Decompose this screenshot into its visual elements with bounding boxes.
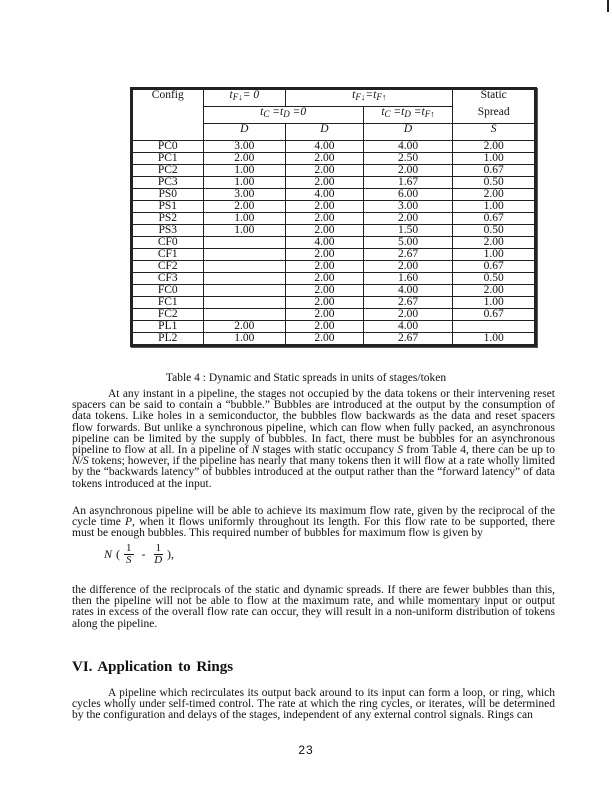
cell-c: 4.00 <box>363 141 453 153</box>
p4-text: A pipeline which recirculates its output back around to its input can form a loop, or ring, which cycles wholly under self-timed control. The rate at which the ring cycles, or iterates, will be determined by the configuration and delays of the stages, independent of any external control signals. Rings can <box>72 687 555 722</box>
cell-c: 2.50 <box>363 153 453 165</box>
cell-a: 2.00 <box>203 321 286 333</box>
table-row <box>133 297 535 309</box>
time-subscript: F↑ <box>424 109 435 119</box>
cell-s: 2.00 <box>453 141 535 153</box>
cell-c: 6.00 <box>363 189 453 201</box>
table-row <box>133 249 535 261</box>
cell-b: 4.00 <box>286 237 364 249</box>
time-symbol: t <box>352 89 356 101</box>
cell-b: 2.00 <box>286 261 364 273</box>
time-subscript: F↑ <box>376 92 387 102</box>
cell-config: CF1 <box>133 249 204 261</box>
p2-text-b: , when it flows uniformly throughout its length. For this flow rate to be supported, there must be enough bubbles. This required number of bubbles for maximum flow is given by <box>72 516 555 540</box>
time-subscript: D <box>283 109 290 119</box>
table-row <box>133 285 535 297</box>
header-tc-td-tf: $t_C =t_D =t_{F↑}$ <box>363 107 453 124</box>
cell-config: CF0 <box>133 237 204 249</box>
cell-s: 1.00 <box>453 201 535 213</box>
cell-c: 2.00 <box>363 309 453 321</box>
cell-a <box>203 237 286 249</box>
cell-c: 1.67 <box>363 177 453 189</box>
formula-frac-d <box>154 543 164 566</box>
p2-text-a: An asynchronous pipeline will be able to achieve its maximum flow rate, given by the reciprocal of the cycle time <box>72 505 555 529</box>
p2-var-p: P <box>125 516 133 529</box>
cell-config: PS2 <box>133 213 204 225</box>
p1-var-n: N <box>251 444 260 457</box>
section-heading: VI. Application to Rings <box>72 659 234 675</box>
cell-b: 2.00 <box>286 177 364 189</box>
cell-config: PL2 <box>133 333 204 345</box>
cell-b: 2.00 <box>286 249 364 261</box>
cell-s: 1.00 <box>453 333 535 345</box>
paragraph-bubbles <box>72 389 555 490</box>
time-symbol: t <box>401 106 405 118</box>
cell-c: 2.67 <box>363 333 453 345</box>
cell-config: PC2 <box>133 165 204 177</box>
header-tf-zero <box>203 90 286 107</box>
p1-text-d: tokens; however, if the pipeline has nearly that many tokens then it will flow at a rate wholly limited by the “backwards latency” of bubbles introduced at the output rather than the “forward latency” of data tokens introduced at the input. <box>72 455 555 490</box>
header-config: Config <box>133 90 204 141</box>
header-tf-zero-text: $t_{F↓}= 0$ <box>229 89 260 102</box>
cell-b: 4.00 <box>286 189 364 201</box>
cell-s: 0.67 <box>453 261 535 273</box>
time-subscript: F↓ <box>232 92 243 102</box>
formula-num-2: 1 <box>155 542 162 554</box>
cell-a: 1.00 <box>203 177 286 189</box>
table-row <box>133 201 535 213</box>
cell-config: PS3 <box>133 225 204 237</box>
cell-a <box>203 309 286 321</box>
cell-a <box>203 297 286 309</box>
formula-frac-s <box>124 543 134 566</box>
table-row <box>133 165 535 177</box>
cell-a: 1.00 <box>203 213 286 225</box>
cell-a: 3.00 <box>203 141 286 153</box>
table-row <box>133 309 535 321</box>
paragraph-max-flow <box>72 506 555 540</box>
table-row <box>133 261 535 273</box>
table-row <box>133 189 535 201</box>
time-symbol: t <box>373 89 377 101</box>
cell-a: 1.00 <box>203 225 286 237</box>
cell-a: 2.00 <box>203 201 286 213</box>
p3-text: the difference of the reciprocals of the static and dynamic spreads. If there are fewer bubbles than this, then the pipeline will not be able to flow at the maximum rate, and while momentary input or output rates in excess of the overall flow rate can occur, they will result in a non-uniform distribution of tokens along the pipeline. <box>72 584 555 630</box>
cell-config: PC0 <box>133 141 204 153</box>
table-row <box>133 333 535 345</box>
table-caption: Table 4 : Dynamic and Static spreads in units of stages/token <box>165 372 447 384</box>
cell-b: 2.00 <box>286 333 364 345</box>
time-symbol: t <box>381 106 385 118</box>
cell-a <box>203 285 286 297</box>
cell-b: 2.00 <box>286 201 364 213</box>
cell-c: 2.00 <box>363 213 453 225</box>
formula-minus: - <box>141 547 146 561</box>
cell-b: 2.00 <box>286 165 364 177</box>
cell-b: 2.00 <box>286 309 364 321</box>
cell-c: 2.67 <box>363 297 453 309</box>
cell-b: 2.00 <box>286 285 364 297</box>
cell-config: FC1 <box>133 297 204 309</box>
cell-s: 0.67 <box>453 213 535 225</box>
time-symbol: t <box>421 106 425 118</box>
cell-s: 0.67 <box>453 309 535 321</box>
time-symbol: t <box>229 89 233 101</box>
cell-config: PC1 <box>133 153 204 165</box>
time-subscript: F↓ <box>355 92 366 102</box>
cell-s: 0.50 <box>453 273 535 285</box>
header-d-a: D <box>203 124 286 141</box>
cell-s: 0.67 <box>453 165 535 177</box>
cell-config: PS0 <box>133 189 204 201</box>
cell-s: 0.50 <box>453 225 535 237</box>
header-tf-equal-text: $t_{F↓}=t_{F↑}$ <box>352 89 387 102</box>
cell-c: 4.00 <box>363 321 453 333</box>
cell-b: 2.00 <box>286 297 364 309</box>
cell-c: 1.50 <box>363 225 453 237</box>
cell-s <box>453 321 535 333</box>
formula-den-d: D <box>154 554 163 566</box>
p1-text-b: stages with static occupancy <box>259 444 398 457</box>
cell-s: 1.00 <box>453 249 535 261</box>
cell-a <box>203 261 286 273</box>
cell-s: 2.00 <box>453 189 535 201</box>
table-row <box>133 153 535 165</box>
paragraph-difference <box>72 585 555 630</box>
cell-config: FC0 <box>133 285 204 297</box>
cell-b: 2.00 <box>286 321 364 333</box>
header-s: S <box>453 124 535 141</box>
cell-a: 1.00 <box>203 165 286 177</box>
header-tf-equal <box>286 90 453 107</box>
cell-a <box>203 249 286 261</box>
time-subscript: C <box>263 109 270 119</box>
time-subscript: C <box>384 109 391 119</box>
page-number: 23 <box>298 743 314 757</box>
cell-c: 2.00 <box>363 261 453 273</box>
cell-c: 2.67 <box>363 249 453 261</box>
scan-edge-mark <box>607 0 609 12</box>
time-symbol: t <box>260 106 264 118</box>
cell-config: PS1 <box>133 201 204 213</box>
cell-config: PL1 <box>133 321 204 333</box>
formula-n: N <box>104 547 113 561</box>
spreads-table-frame <box>130 87 537 347</box>
p1-text-a: At any instant in a pipeline, the stages not occupied by the data tokens or their intervening reset spacers can be said to contain a “bubble.” Bubbles are introduced at the output by the consumption of data tokens. Like holes in a semiconductor, the bubbles flow backwards as the data and reset spacers flow forwards. But unlike a synchronous pipeline, which can flow when fully packed, an asynchronous pipeline can be limited by the supply of bubbles. In fact, there must be bubbles for an asynchronous pipeline to flow at all. In a pipeline of <box>72 388 555 457</box>
paragraph-rings <box>72 688 555 722</box>
spreads-table <box>132 89 535 345</box>
header-tc-td-zero: $t_C =t_D =0$ <box>203 107 363 124</box>
time-symbol: t <box>279 106 284 118</box>
cell-a <box>203 273 286 285</box>
header-static-line1: Static <box>480 89 507 101</box>
cell-c: 1.60 <box>363 273 453 285</box>
cell-b: 2.00 <box>286 153 364 165</box>
cell-c: 3.00 <box>363 201 453 213</box>
cell-b: 2.00 <box>286 273 364 285</box>
cell-s: 1.00 <box>453 153 535 165</box>
cell-c: 5.00 <box>363 237 453 249</box>
cell-b: 4.00 <box>286 141 364 153</box>
table-row <box>133 225 535 237</box>
header-static-spread <box>453 90 535 124</box>
cell-a: 3.00 <box>203 189 286 201</box>
time-subscript: D <box>404 109 411 119</box>
table-row <box>133 273 535 285</box>
table-row <box>133 237 535 249</box>
header-d-b: D <box>286 124 364 141</box>
bubble-formula <box>104 543 174 566</box>
formula-num-1: 1 <box>126 542 132 554</box>
p1-text-c: from Table 4, there can be up to <box>403 444 556 457</box>
cell-a: 2.00 <box>203 153 286 165</box>
table-row <box>133 213 535 225</box>
p1-var-s: S <box>397 444 404 457</box>
table-row <box>133 141 535 153</box>
table-row <box>133 321 535 333</box>
cell-a: 1.00 <box>203 333 286 345</box>
cell-s: 2.00 <box>453 237 535 249</box>
cell-config: PC3 <box>133 177 204 189</box>
cell-config: CF2 <box>133 261 204 273</box>
cell-b: 2.00 <box>286 225 364 237</box>
cell-s: 2.00 <box>453 285 535 297</box>
table-row <box>133 177 535 189</box>
cell-b: 2.00 <box>286 213 364 225</box>
header-d-c: D <box>363 124 453 141</box>
formula-close-paren: ), <box>167 547 175 561</box>
cell-config: FC2 <box>133 309 204 321</box>
cell-c: 4.00 <box>363 285 453 297</box>
formula-open-paren: ( <box>116 547 121 561</box>
cell-s: 0.50 <box>453 177 535 189</box>
cell-s: 1.00 <box>453 297 535 309</box>
table-body <box>133 141 535 345</box>
cell-c: 2.00 <box>363 165 453 177</box>
cell-config: CF3 <box>133 273 204 285</box>
header-static-line2: Spread <box>477 106 510 118</box>
p1-var-ns: N/S <box>72 455 89 468</box>
formula-den-s: S <box>126 554 132 566</box>
